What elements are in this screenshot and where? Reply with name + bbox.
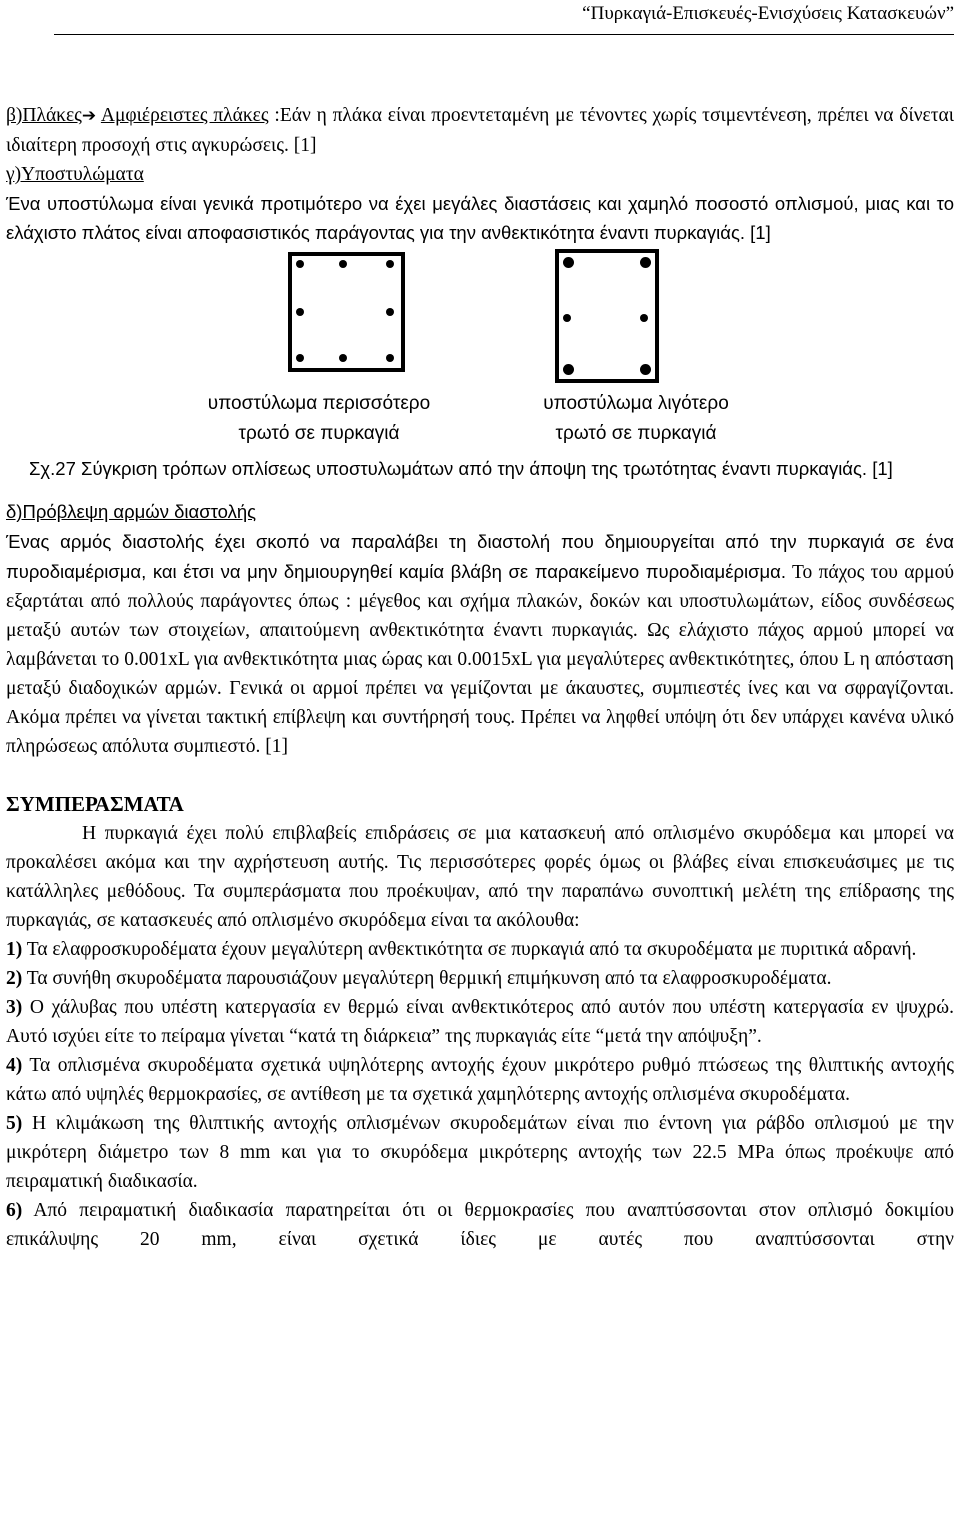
figure-columns bbox=[6, 247, 954, 454]
conclusion-num: 2) bbox=[6, 968, 23, 989]
rebar-dot bbox=[640, 364, 651, 375]
section-d-text-2: Το πάχος του αρμού εξαρτάται από πολλούς παράγοντες όπως : μέγεθος και σχήμα πλακών, δοκών και υποστυλωμάτων, είδος συνδέσεως μεταξύ αυτών των στοιχείων, απαιτούμενη ανθεκτικότητα έναντι πυρκαγιάς. Ως ελάχιστο πάχος αρμού μπορεί να λαμβάνεται το 0.001xL για ανθεκτικότητα μιας ώρας και 0.0015xL για μεγαλύτερες ανθεκτικότητες, όπου L η απόσταση μεταξύ διαδοχικών αρμών. Γενικά οι αρμοί πρέπει να γεμίζονται με άκαυστες, συμπιεστές ίνες και να σφραγίζονται. Ακόμα πρέπει να γίνεται τακτική επίβλεψη και συντήρησή τους. Πρέπει να ληφθεί υπόψη ότι δεν υπάρχει κανένα υλικό πληρώσεως απόλυτα συμπιεστό. [1] bbox=[6, 562, 955, 757]
section-d-paragraph bbox=[6, 527, 954, 761]
conclusion-num: 1) bbox=[6, 939, 23, 960]
conclusion-item bbox=[6, 1196, 954, 1254]
rebar-dot bbox=[296, 354, 304, 362]
conclusions-intro: Η πυρκαγιά έχει πολύ επιβλαβείς επιδράσεις σε μια κατασκευή από οπλισμένο σκυρόδεμα και μπορεί να προκαλέσει ακόμα και την αχρήστευση αυτής. Τις περισσότερες φορές όμως οι βλάβες είναι επισκευάσιμες με τις κατάλληλες μεθόδους. Τα συμπεράσματα που προέκυψαν, από την παραπάνω συνοπτική μελέτη της επίδρασης της πυρκαγιάς, σε κατασκευές από οπλισμένο σκυρόδεμα είναι τα ακόλουθα: bbox=[6, 823, 954, 931]
rebar-dot bbox=[339, 354, 347, 362]
figure-caption: Σχ.27 Σύγκριση τρόπων οπλίσεως υποστυλωμάτων από την άποψη της τρωτότητας έναντι πυρκαγιάς. [1] bbox=[29, 458, 893, 479]
header-title: “Πυρκαγιά-Επισκευές-Ενισχύσεις Κατασκευών” bbox=[582, 3, 954, 24]
column-section-left bbox=[288, 252, 405, 372]
column-section-right bbox=[555, 249, 659, 383]
section-c-heading: γ)Υποστυλώματα bbox=[6, 164, 144, 185]
section-d-heading: δ)Πρόβλεψη αρμών διαστολής bbox=[6, 501, 257, 522]
left-column-caption bbox=[174, 389, 464, 449]
rebar-dot bbox=[563, 314, 571, 322]
arrow-right-icon: ➔ bbox=[81, 106, 97, 126]
conclusion-num: 4) bbox=[6, 1055, 23, 1076]
right-caption-line-2: τρωτό σε πυρκαγιά bbox=[555, 423, 717, 444]
conclusion-item bbox=[6, 1109, 954, 1196]
section-b-term: Αμφιέρειστες πλάκες bbox=[100, 105, 269, 126]
conclusion-num: 3) bbox=[6, 997, 23, 1018]
section-b-text: :Εάν η πλάκα είναι προεντεταμένη με τένοντες χωρίς τσιμεντένεση, πρέπει να δίνεται ιδιαίτερη προσοχή στις αγκυρώσεις. [1] bbox=[6, 105, 954, 156]
section-c-heading-line bbox=[6, 160, 954, 189]
conclusion-text: Τα συνήθη σκυροδέματα παρουσιάζουν μεγαλύτερη θερμική επιμήκυνση από τα ελαφροσκυροδέματα. bbox=[22, 968, 832, 989]
conclusion-item bbox=[6, 935, 954, 964]
section-c-paragraph: Ένα υποστύλωμα είναι γενικά προτιμότερο να έχει μεγάλες διαστάσεις και χαμηλό ποσοστό οπλισμού, μιας και το ελάχιστο πλάτος είναι αποφασιστικός παράγοντας για την ανθεκτικότητα έναντι πυρκαγιάς. [1] bbox=[6, 193, 954, 243]
conclusion-text: Τα ελαφροσκυροδέματα έχουν μεγαλύτερη ανθεκτικότητα σε πυρκαγιά από τα σκυροδέματα με πυριτικά αδρανή. bbox=[22, 939, 917, 960]
rebar-dot bbox=[296, 308, 304, 316]
document-body bbox=[6, 101, 954, 1254]
section-d-heading-line bbox=[6, 497, 954, 527]
left-caption-line-2: τρωτό σε πυρκαγιά bbox=[238, 423, 400, 444]
rebar-dot bbox=[386, 308, 394, 316]
section-b-label: β)Πλάκες bbox=[6, 105, 82, 126]
conclusion-text: Ο χάλυβας που υπέστη κατεργασία εν θερμώ είναι ανθεκτικότερος από αυτόν που υπέστη κατεργασία εν ψυχρώ. Αυτό ισχύει είτε το πείραμα γίνεται “κατά τη διάρκεια” της πυρκαγιάς είτε “μετά την απόψυξη”. bbox=[6, 997, 954, 1047]
conclusions-title: ΣΥΜΠΕΡΑΣΜΑΤΑ bbox=[6, 792, 184, 816]
conclusion-text: Από πειραματική διαδικασία παρατηρείται ότι οι θερμοκρασίες που αναπτύσσονται στον οπλισμό δοκιμίου επικάλυψης 20 mm, είναι σχετικά ίδιες με αυτές που αναπτύσσονται στην bbox=[6, 1200, 954, 1250]
left-caption-line-1: υποστύλωμα περισσότερο bbox=[207, 393, 431, 414]
rebar-dot bbox=[339, 260, 347, 268]
page-header bbox=[54, 0, 954, 35]
right-column-caption bbox=[506, 389, 766, 449]
conclusion-text: Η κλιμάκωση της θλιπτικής αντοχής οπλισμένων σκυροδεμάτων είναι πιο έντονη για ράβδο οπλισμού με την μικρότερη διάμετρο των 8 mm και για το σκυρόδεμα μικρότερης αντοχής των 22.5 MPa όπως προέκυψε από πειραματική διαδικασία. bbox=[6, 1113, 954, 1192]
rebar-dot bbox=[296, 260, 304, 268]
conclusion-num: 6) bbox=[6, 1200, 23, 1221]
section-d-text-1: Ένας αρμός διαστολής έχει σκοπό να παραλάβει τη διαστολή που δημιουργείται από την πυρκαγιά σε ένα πυροδιαμέρισμα, και έτσι να μην δημιουργηθεί καμία βλάβη σε παρακείμενο πυροδιαμέρισμα. bbox=[6, 531, 954, 582]
conclusion-item bbox=[6, 1051, 954, 1109]
rebar-dot bbox=[563, 364, 574, 375]
rebar-dot bbox=[563, 257, 574, 268]
rebar-dot bbox=[640, 314, 648, 322]
rebar-dot bbox=[386, 354, 394, 362]
conclusion-text: Τα οπλισμένα σκυροδέματα σχετικά υψηλότερης αντοχής έχουν μικρότερο ρυθμό πτώσεως της θλιπτικής αντοχής κάτω από υψηλές θερμοκρασίες, σε αντίθεση με τα σχετικά χαμηλότερης αντοχής οπλισμένα σκυροδέματα. bbox=[6, 1055, 954, 1105]
right-caption-line-1: υποστύλωμα λιγότερο bbox=[543, 393, 729, 414]
conclusion-item bbox=[6, 993, 954, 1051]
rebar-dot bbox=[640, 257, 651, 268]
section-b-paragraph bbox=[6, 101, 954, 160]
conclusion-item bbox=[6, 964, 954, 993]
conclusion-num: 5) bbox=[6, 1113, 23, 1134]
rebar-dot bbox=[386, 260, 394, 268]
